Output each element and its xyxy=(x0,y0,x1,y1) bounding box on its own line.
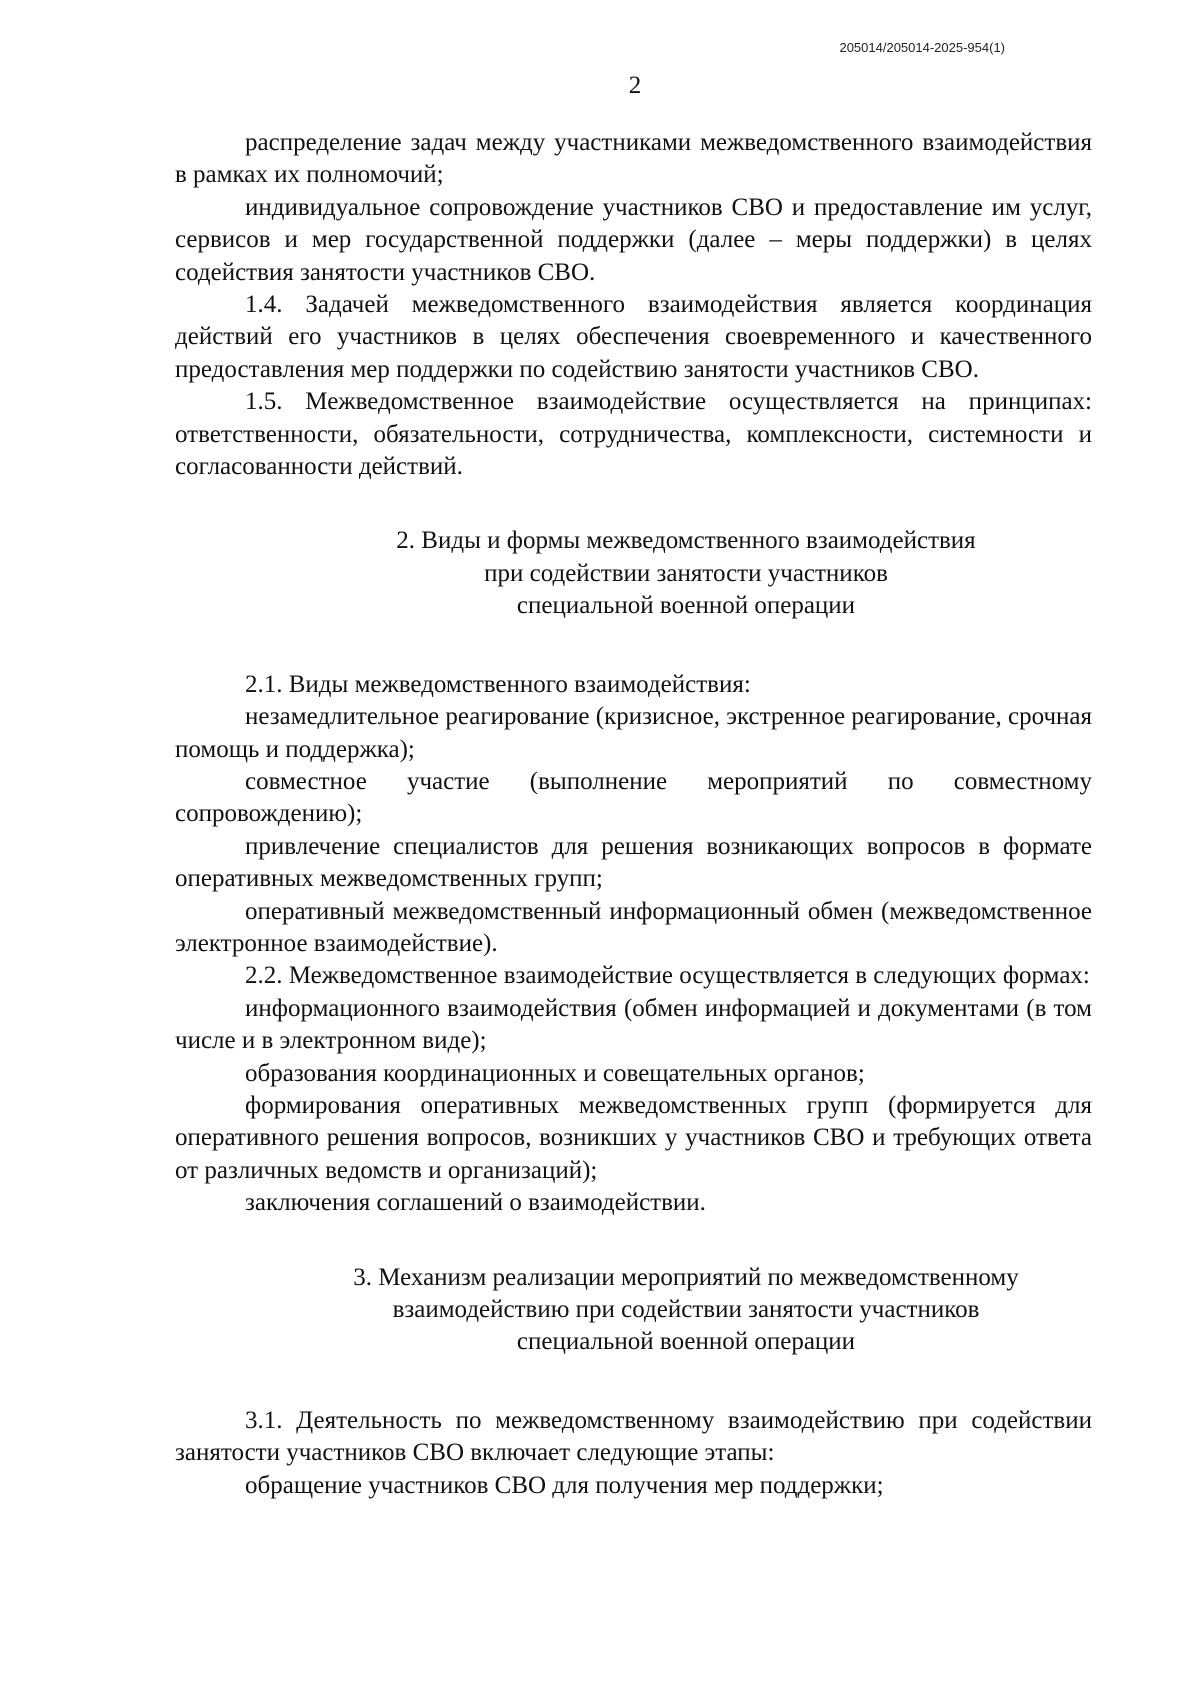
paragraph: заключения соглашений о взаимодействии. xyxy=(245,1189,706,1217)
heading-line: при содействии занятости участников xyxy=(484,559,888,587)
heading-line: взаимодействию при содействии занятости участников xyxy=(392,1296,980,1323)
paragraph: 1.4. Задачей межведомственного взаимодействия является координация действий его участников в целях обеспечения своевременного и качественного предоставления мер поддержки по содействию занятости участников СВО. xyxy=(175,291,1092,383)
section-2-heading xyxy=(175,525,1092,622)
heading-line: специальной военной операции xyxy=(516,592,856,620)
paragraph: 3.1. Деятельность по межведомственному взаимодействию при содействии занятости участников СВО включает следующие этапы: xyxy=(175,1406,1092,1467)
paragraph: 2.2. Межведомственное взаимодействие осуществляется в следующих формах: xyxy=(245,962,1090,990)
heading-line: 2. Виды и формы межведомственного взаимодействия xyxy=(396,527,976,555)
paragraph: формирования оперативных межведомственных групп (формируется для оперативного решения вопросов, возникших у участников СВО и требующих ответа от различных ведомств и организаций); xyxy=(175,1091,1092,1184)
paragraph: информационного взаимодействия (обмен информацией и документами (в том числе и в электронном виде); xyxy=(175,994,1092,1055)
heading-line: специальной военной операции xyxy=(516,1328,856,1356)
paragraph: образования координационных и совещательных органов; xyxy=(245,1059,865,1087)
paragraph: 1.5. Межведомственное взаимодействие осуществляется на принципах: ответственности, обязательности, сотрудничества, комплексности, системности и согласованности действий. xyxy=(175,388,1092,481)
document-body xyxy=(175,127,1092,1502)
paragraph: индивидуальное сопровождение участников СВО и предоставление им услуг, сервисов и мер государственной поддержки (далее – меры поддержки) в целях содействия занятости участников СВО. xyxy=(175,193,1092,286)
paragraph: обращение участников СВО для получения мер поддержки; xyxy=(245,1471,884,1499)
page-number: 2 xyxy=(628,72,642,99)
paragraph: оперативный межведомственный информационный обмен (межведомственное электронное взаимодействие). xyxy=(175,897,1092,957)
paragraph: незамедлительное реагирование (кризисное, экстренное реагирование, срочная помощь и поддержка); xyxy=(175,703,1092,763)
paragraph: привлечение специалистов для решения возникающих вопросов в формате оперативных межведомственных групп; xyxy=(175,832,1092,893)
paragraph: совместное участие (выполнение мероприятий по совместному сопровождению); xyxy=(175,767,1092,828)
paragraph: 2.1. Виды межведомственного взаимодействия: xyxy=(245,670,751,698)
section-3-heading xyxy=(175,1262,1092,1359)
paragraph: распределение задач между участниками межведомственного взаимодействия в рамках их полномочий; xyxy=(175,129,1092,189)
heading-line: 3. Механизм реализации мероприятий по межведомственному xyxy=(353,1263,1019,1291)
document-code: 205014/205014-2025-954(1) xyxy=(839,40,1005,55)
